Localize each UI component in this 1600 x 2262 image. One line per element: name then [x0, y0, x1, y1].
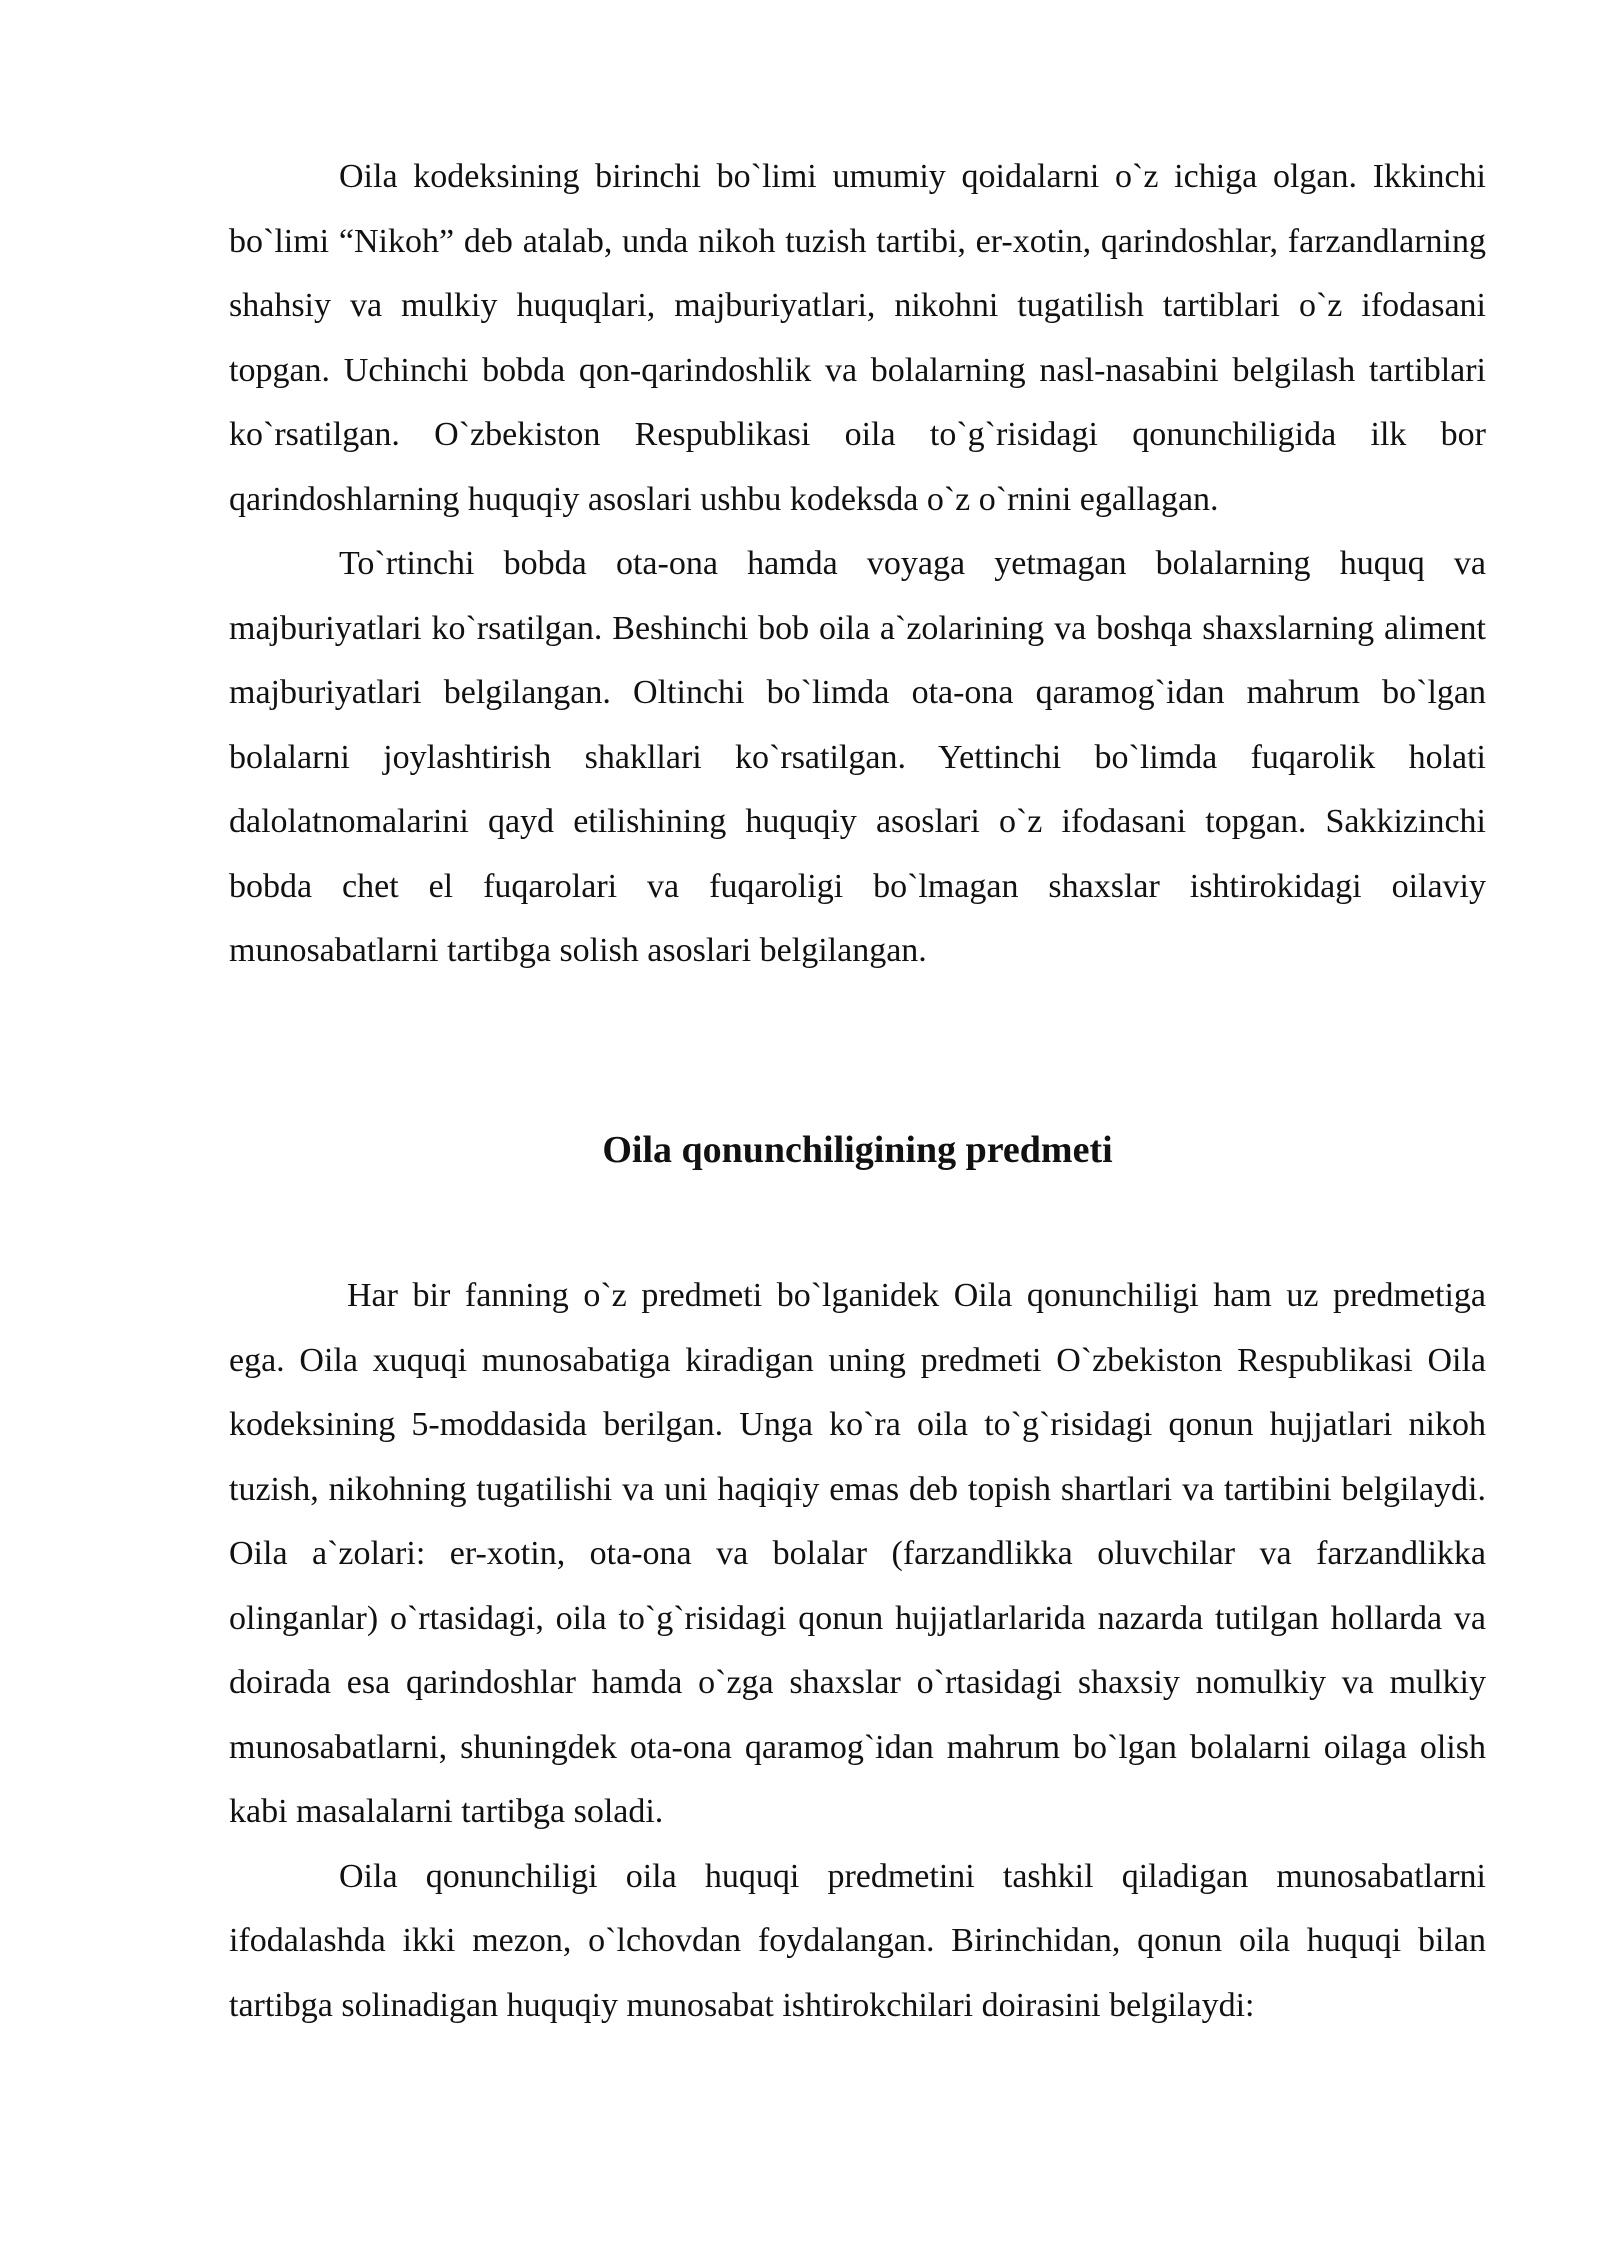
section-subject [229, 1264, 1486, 2038]
paragraph-code-structure: Oila kodeksining birinchi bo`limi umumiy qoidalarni o`z ichiga olgan. Ikkinchi bo`limi “Nikoh” deb atalab, unda nikoh tuzish tartibi, er-xotin, qarindoshlar, farzandlarning shahsiy va mulkiy huquqlari, majburiyatlari, nikohni tugatilish tartiblari o`z ifodasani topgan. Uchinchi bobda qon-qarindoshlik va bolalarning nasl-nasabini belgilash tartiblari ko`rsatilgan. O`zbekiston Respublikasi oila to`g`risidagi qonunchiligida ilk bor qarindoshlarning huquqiy asoslari ushbu kodeksda o`z o`rnini egallagan. [229, 158, 1486, 518]
section-intro [229, 145, 1486, 984]
paragraph-subject: Har bir fanning o`z predmeti bo`lganidek Oila qonunchiligi ham uz predmetiga ega. Oila xuquqi munosabatiga kiradigan uning predmeti O`zbekiston Respublikasi Oila kodeksining 5-moddasida berilgan. Unga ko`ra oila to`g`risidagi qonun hujjatlari nikoh tuzish, nikohning tugatilishi va uni haqiqiy emas deb topish shartlari va tartibini belgilaydi. Oila a`zolari: er-xotin, ota-ona va bolalar (farzandlikka oluvchilar va farzandlikka olinganlar) o`rtasidagi, oila to`g`risidagi qonun hujjatlarlarida nazarda tutilgan hollarda va doirada esa qarindoshlar hamda o`zga shaxslar o`rtasidagi shaxsiy nomulkiy va mulkiy munosabatlarni, shuningdek ota-ona qaramog`idan mahrum bo`lgan bolalarni oilaga olish kabi masalalarni tartibga soladi. [229, 1277, 1486, 1830]
paragraph-chapters: To`rtinchi bobda ota-ona hamda voyaga yetmagan bolalarning huquq va majburiyatlari ko`rsatilgan. Beshinchi bob oila a`zolarining va boshqa shaxslarning aliment majburiyatlari belgilangan. Oltinchi bo`limda ota-ona qaramog`idan mahrum bo`lgan bolalarni joylashtirish shakllari ko`rsatilgan. Yettinchi bo`limda fuqarolik holati dalolatnomalarini qayd etilishining huquqiy asoslari o`z ifodasani topgan. Sakkizinchi bobda chet el fuqarolari va fuqaroligi bo`lmagan shaxslar ishtirokidagi oilaviy munosabatlarni tartibga solish asoslari belgilangan. [229, 545, 1486, 969]
section-heading: Oila qonunchiligining predmeti [602, 1129, 1113, 1171]
paragraph-criteria: Oila qonunchiligi oila huquqi predmetini tashkil qiladigan munosabatlarni ifodalashda ikki mezon, o`lchovdan foydalangan. Birinchidan, qonun oila huquqi bilan tartibga solinadigan huquqiy munosabat ishtirokchilari doirasini belgilaydi: [229, 1857, 1486, 2024]
